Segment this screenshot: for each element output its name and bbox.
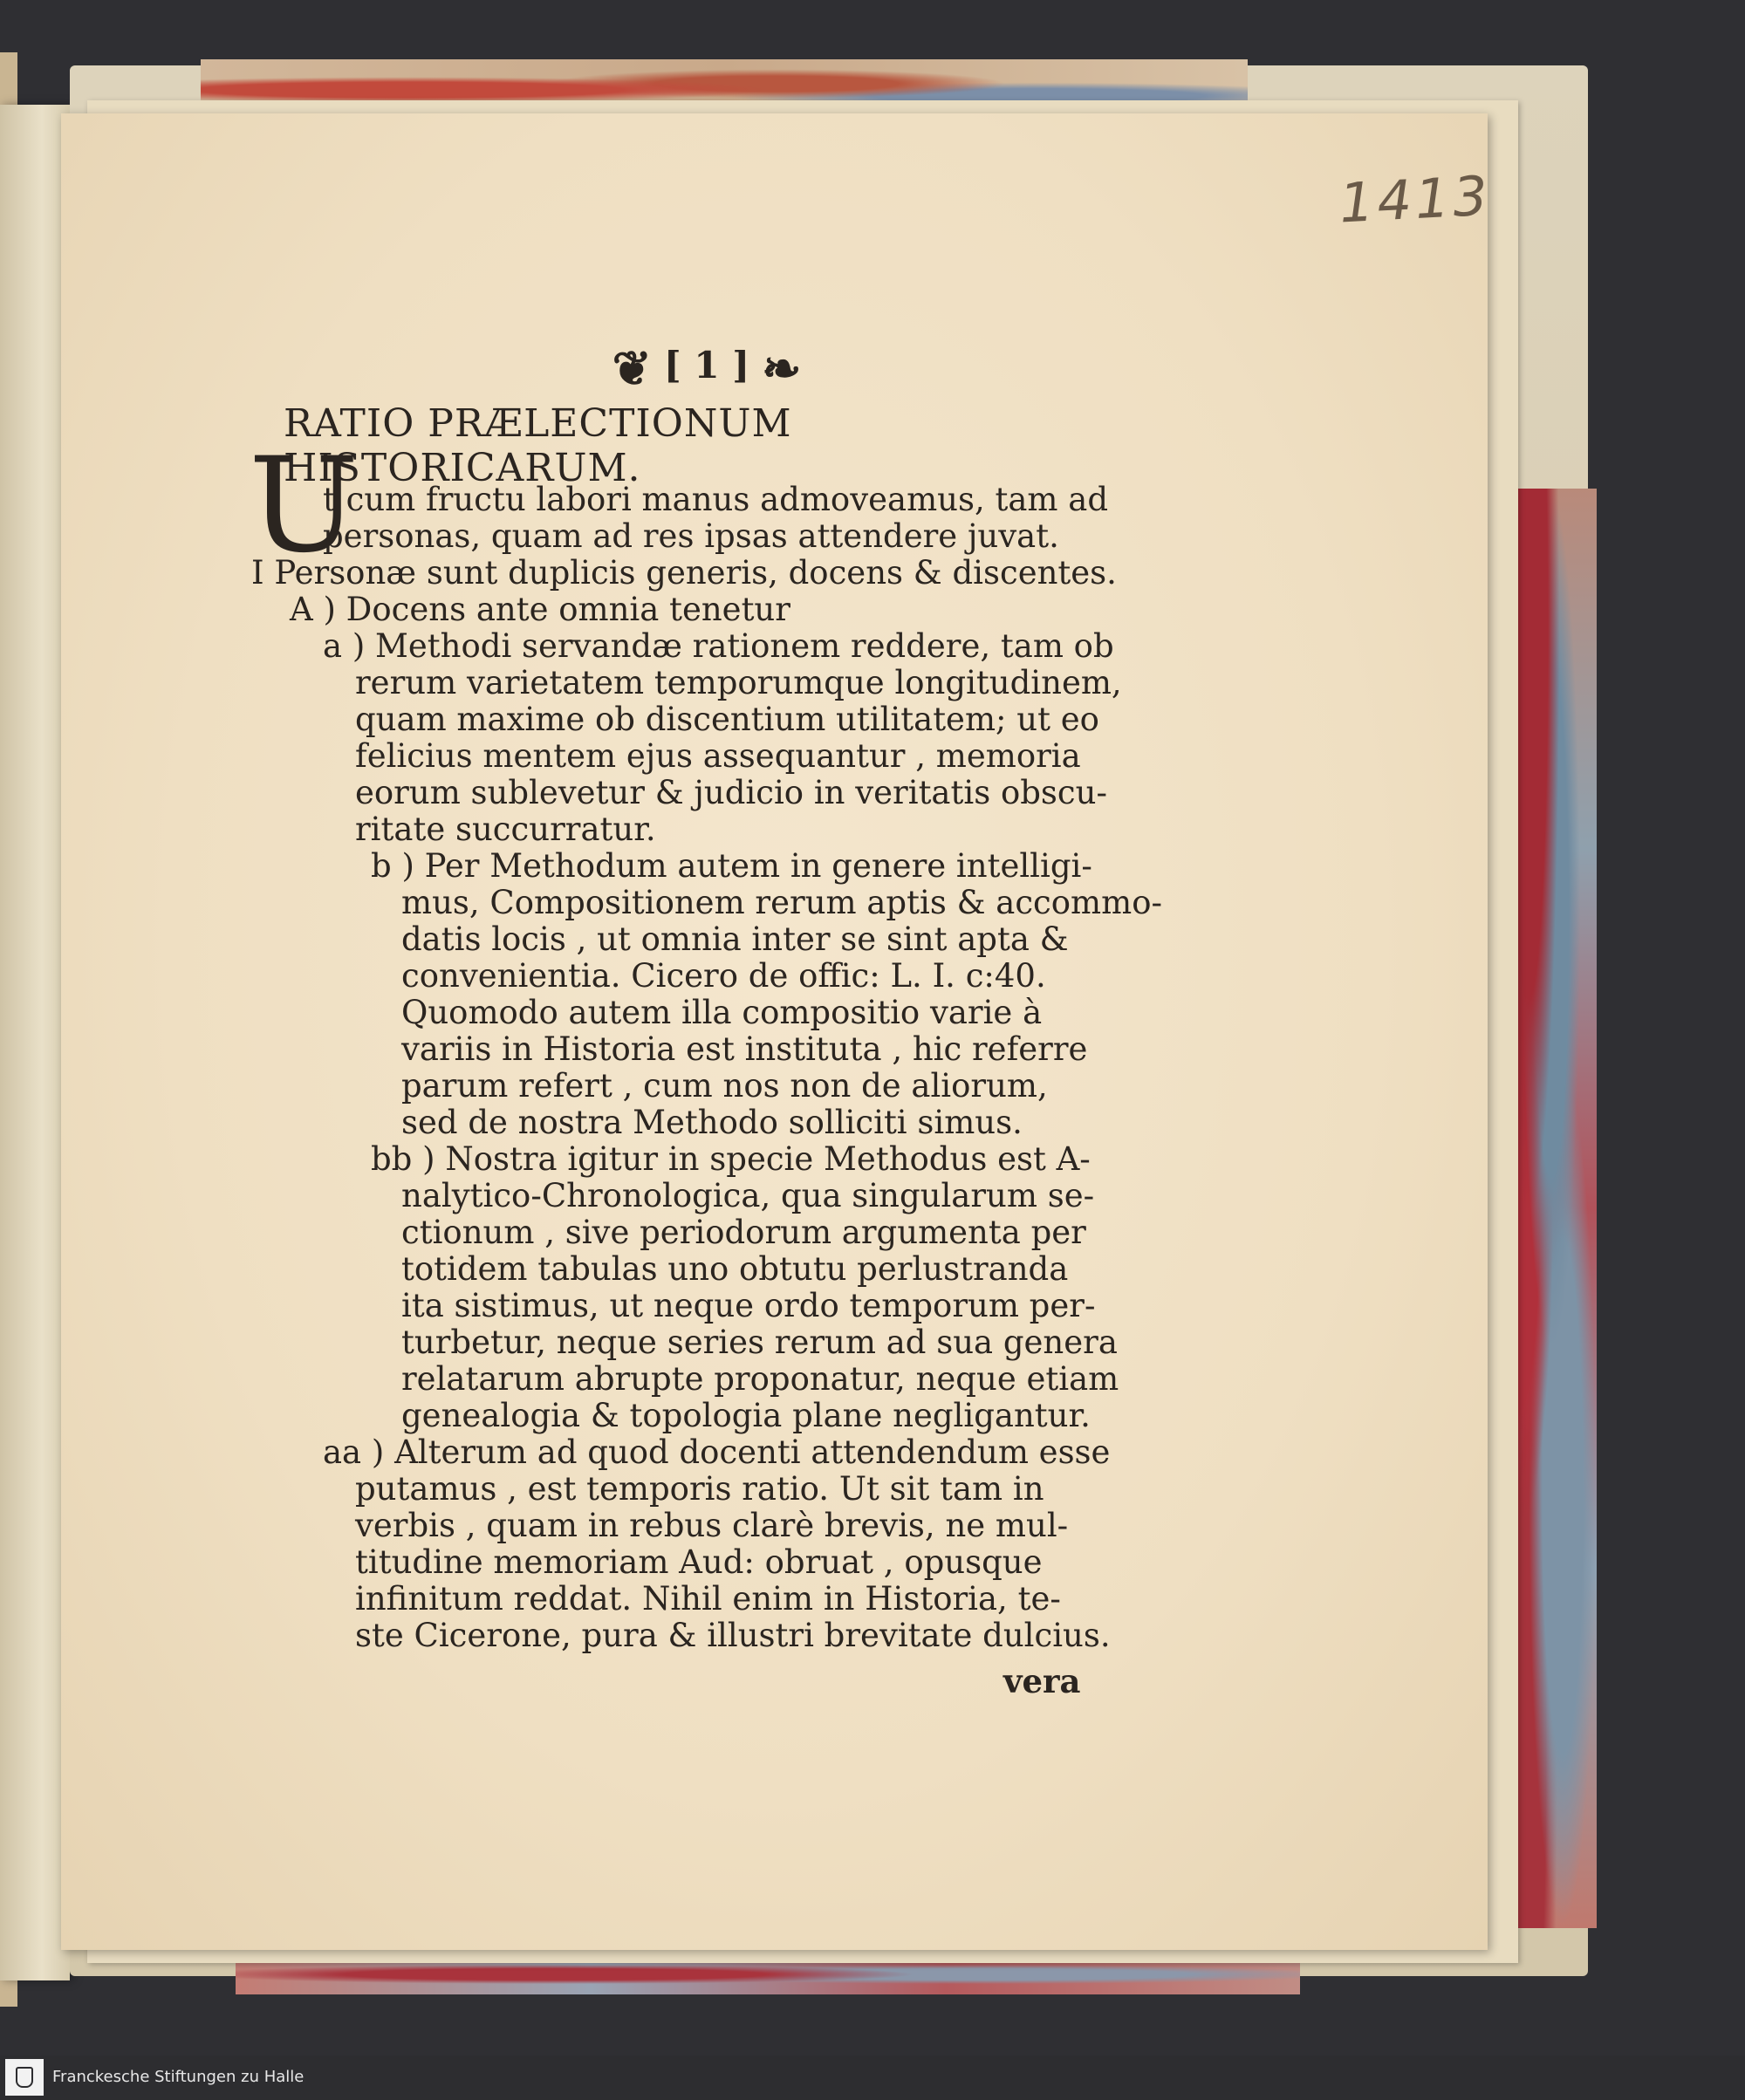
text-line: nalytico-Chronologica, qua singularum se- (401, 1177, 1095, 1214)
text-line: rerum varietatem temporumque longitudinem, (355, 664, 1122, 701)
text-line: bb ) Nostra igitur in specie Methodus est A- (371, 1140, 1091, 1178)
page-number: [ 1 ] (663, 344, 750, 386)
text-line: A ) Docens ante omnia tenetur (290, 591, 790, 628)
franckesche-stiftungen-logo-icon (5, 2059, 44, 2096)
text-line: titudine memoriam Aud: obruat , opusque (355, 1543, 1043, 1581)
text-line: relatarum abrupte proponatur, neque etiam (401, 1360, 1119, 1398)
text-line: sed de nostra Methodo solliciti simus. (401, 1104, 1023, 1141)
text-line: totidem tabulas uno obtutu perlustranda (401, 1250, 1069, 1288)
text-line: eorum sublevetur & judicio in veritatis obscu- (355, 774, 1107, 811)
text-line: personas, quam ad res ipsas attendere juvat. (323, 517, 1059, 555)
text-line: verbis , quam in rebus clarè brevis, ne mul- (355, 1507, 1069, 1544)
text-line: Quomodo autem illa compositio varie à (401, 994, 1043, 1031)
viewer-footer (0, 2056, 1745, 2100)
catchword: vera (1003, 1662, 1081, 1700)
institution-name: Franckesche Stiftungen zu Halle (52, 2068, 305, 2086)
text-line: I Personæ sunt duplicis generis, docens & discentes. (251, 554, 1117, 592)
text-line: b ) Per Methodum autem in genere intelligi- (371, 847, 1092, 885)
text-line: ctionum , sive periodorum argumenta per (401, 1214, 1086, 1251)
printed-page (61, 113, 1493, 1950)
text-line: parum refert , cum nos non de aliorum, (401, 1067, 1048, 1105)
text-line: ritate succurratur. (355, 811, 656, 848)
text-line: quam maxime ob discentium utilitatem; ut eo (355, 701, 1099, 738)
previous-page-edge (0, 105, 70, 1980)
text-line: genealogia & topologia plane negligantur. (401, 1397, 1091, 1434)
text-line: a ) Methodi servandæ rationem reddere, tam ob (323, 627, 1114, 665)
text-line: datis locis , ut omnia inter se sint apta & (401, 920, 1069, 958)
text-line: infinitum reddat. Nihil enim in Historia, te- (355, 1580, 1061, 1618)
text-line: convenientia. Cicero de offic: L. I. c:40. (401, 957, 1046, 995)
ornament-left-icon: ❦ (612, 340, 652, 396)
shelfmark: 1413 (1338, 163, 1493, 236)
page-title: RATIO PRÆLECTIONUM HISTORICARUM. (284, 401, 792, 490)
ornament-right-icon: ❧ (762, 340, 802, 396)
drop-capital: U (249, 430, 359, 582)
text-line: felicius mentem ejus assequantur , memoria (355, 737, 1081, 775)
text-line: t cum fructu labori manus admoveamus, tam ad (323, 481, 1109, 518)
text-line: variis in Historia est instituta , hic referre (401, 1030, 1088, 1068)
text-line: turbetur, neque series rerum ad sua genera (401, 1324, 1118, 1361)
text-line: aa ) Alterum ad quod docenti attendendum esse (323, 1433, 1111, 1471)
page-header (541, 340, 872, 396)
text-line: mus, Compositionem rerum aptis & accommo- (401, 884, 1162, 921)
text-line: ita sistimus, ut neque ordo temporum per- (401, 1287, 1096, 1324)
text-line: putamus , est temporis ratio. Ut sit tam in (355, 1470, 1044, 1508)
text-line: ste Cicerone, pura & illustri brevitate dulcius. (355, 1617, 1111, 1654)
